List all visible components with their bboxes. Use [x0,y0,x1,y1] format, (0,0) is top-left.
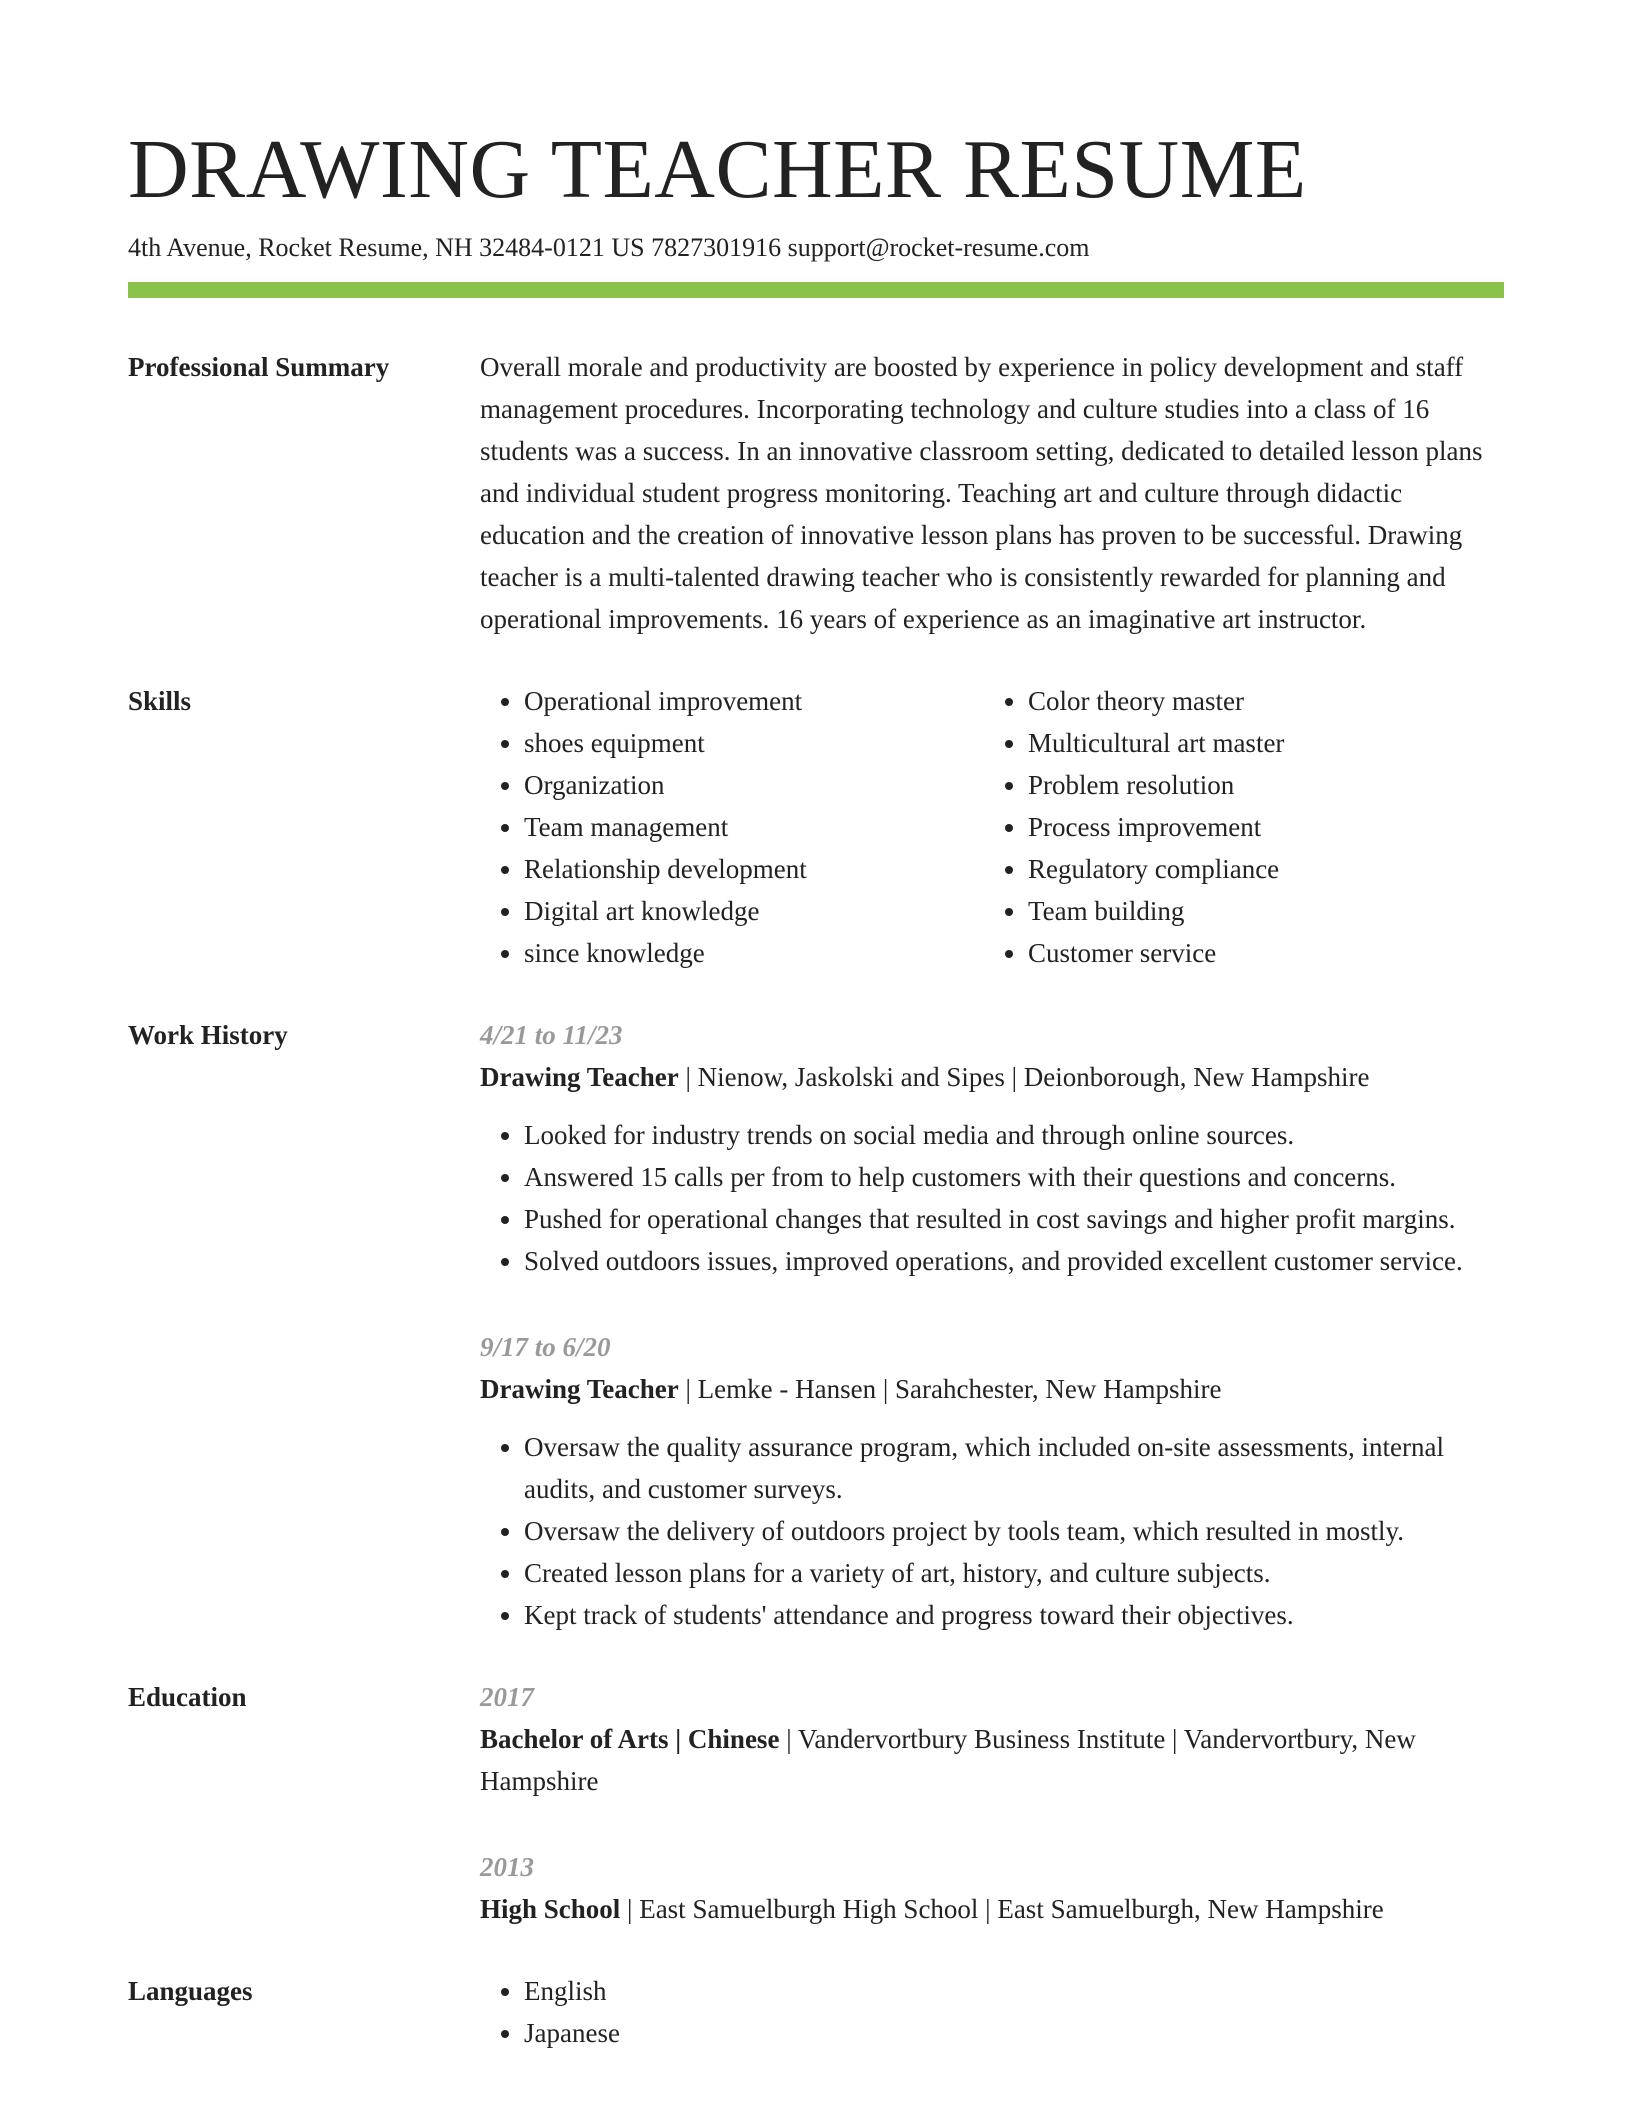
resume-page [128,122,1504,2054]
skill-item: • Relationship development [524,848,984,890]
job-bullet: • Oversaw the delivery of outdoors project by tools team, which resulted in mostly. [524,1510,1504,1552]
job-bullet: • Oversaw the quality assurance program, which included on-site assessments, internal audits, and customer surveys. [524,1426,1504,1510]
skill-item: • Color theory master [1028,680,1488,722]
skills-list-right [984,680,1488,974]
section-label-summary: Professional Summary [128,352,390,382]
skills-list-left [480,680,984,974]
job-bullet: • Answered 15 calls per from to help customers with their questions and concerns. [524,1156,1504,1198]
education-details: | Vandervortbury Business Institute | Vandervortbury, New Hampshire [480,1724,1416,1796]
education-degree: Bachelor of Arts | Chinese [480,1724,780,1754]
job-role-line [480,1368,1504,1410]
skill-item: • since knowledge [524,932,984,974]
education-line [480,1888,1504,1930]
education-year: 2017 [480,1682,534,1712]
education-details: | East Samuelburgh High School | East Samuelburgh, New Hampshire [620,1894,1384,1924]
job-title: Drawing Teacher [480,1062,679,1092]
skill-item: • Digital art knowledge [524,890,984,932]
job-bullet: • Kept track of students' attendance and progress toward their objectives. [524,1594,1504,1636]
job-bullets [480,1426,1504,1636]
education-line [480,1718,1504,1802]
skill-item: • Regulatory compliance [1028,848,1488,890]
work-history-section [128,1014,1504,1636]
job-role-line [480,1056,1504,1098]
summary-text: Overall morale and productivity are boosted by experience in policy development and staff management procedures. Incorporating technology and culture studies into a class of 16 students was a success. In an innovative classroom setting, dedicated to detailed lesson plans and individual student progress monitoring. Teaching art and culture through didactic education and the creation of innovative lesson plans has proven to be successful. Drawing teacher is a multi-talented drawing teacher who is consistently rewarded for planning and operational improvements. 16 years of experience as an imaginative art instructor. [480,352,1483,634]
job-details: | Nienow, Jaskolski and Sipes | Deionborough, New Hampshire [678,1062,1370,1092]
section-label-work: Work History [128,1020,288,1050]
job-bullets [480,1114,1504,1282]
language-item: • Japanese [524,2012,1504,2054]
education-entry [480,1846,1504,1930]
skill-item: • Organization [524,764,984,806]
job-entry [480,1014,1504,1282]
section-label-skills: Skills [128,686,192,716]
job-dates: 4/21 to 11/23 [480,1020,623,1050]
job-bullet: • Looked for industry trends on social media and through online sources. [524,1114,1504,1156]
education-section [128,1676,1504,1930]
job-bullet: • Created lesson plans for a variety of art, history, and culture subjects. [524,1552,1504,1594]
job-bullet: • Pushed for operational changes that resulted in cost savings and higher profit margins. [524,1198,1504,1240]
skill-item: • Customer service [1028,932,1488,974]
education-year: 2013 [480,1852,534,1882]
education-degree: High School [480,1894,621,1924]
skill-item: • Process improvement [1028,806,1488,848]
skills-section [128,680,1504,974]
languages-list [480,1970,1504,2054]
summary-section [128,346,1504,640]
job-details: | Lemke - Hansen | Sarahchester, New Hampshire [678,1374,1222,1404]
education-entry [480,1676,1504,1802]
job-title: Drawing Teacher [480,1374,679,1404]
section-label-education: Education [128,1682,247,1712]
skill-item: • shoes equipment [524,722,984,764]
language-item: • English [524,1970,1504,2012]
contact-line: 4th Avenue, Rocket Resume, NH 32484-0121 US 7827301916 support@rocket-resume.com [128,233,1090,262]
accent-divider [128,282,1504,298]
job-bullet: • Solved outdoors issues, improved operations, and provided excellent customer service. [524,1240,1504,1282]
resume-title: DRAWING TEACHER RESUME [128,123,1307,216]
skill-item: • Team building [1028,890,1488,932]
job-dates: 9/17 to 6/20 [480,1332,611,1362]
job-entry [480,1326,1504,1636]
section-label-languages: Languages [128,1976,253,2006]
skill-item: • Team management [524,806,984,848]
skill-item: • Operational improvement [524,680,984,722]
skill-item: • Multicultural art master [1028,722,1488,764]
skill-item: • Problem resolution [1028,764,1488,806]
languages-section [128,1970,1504,2054]
